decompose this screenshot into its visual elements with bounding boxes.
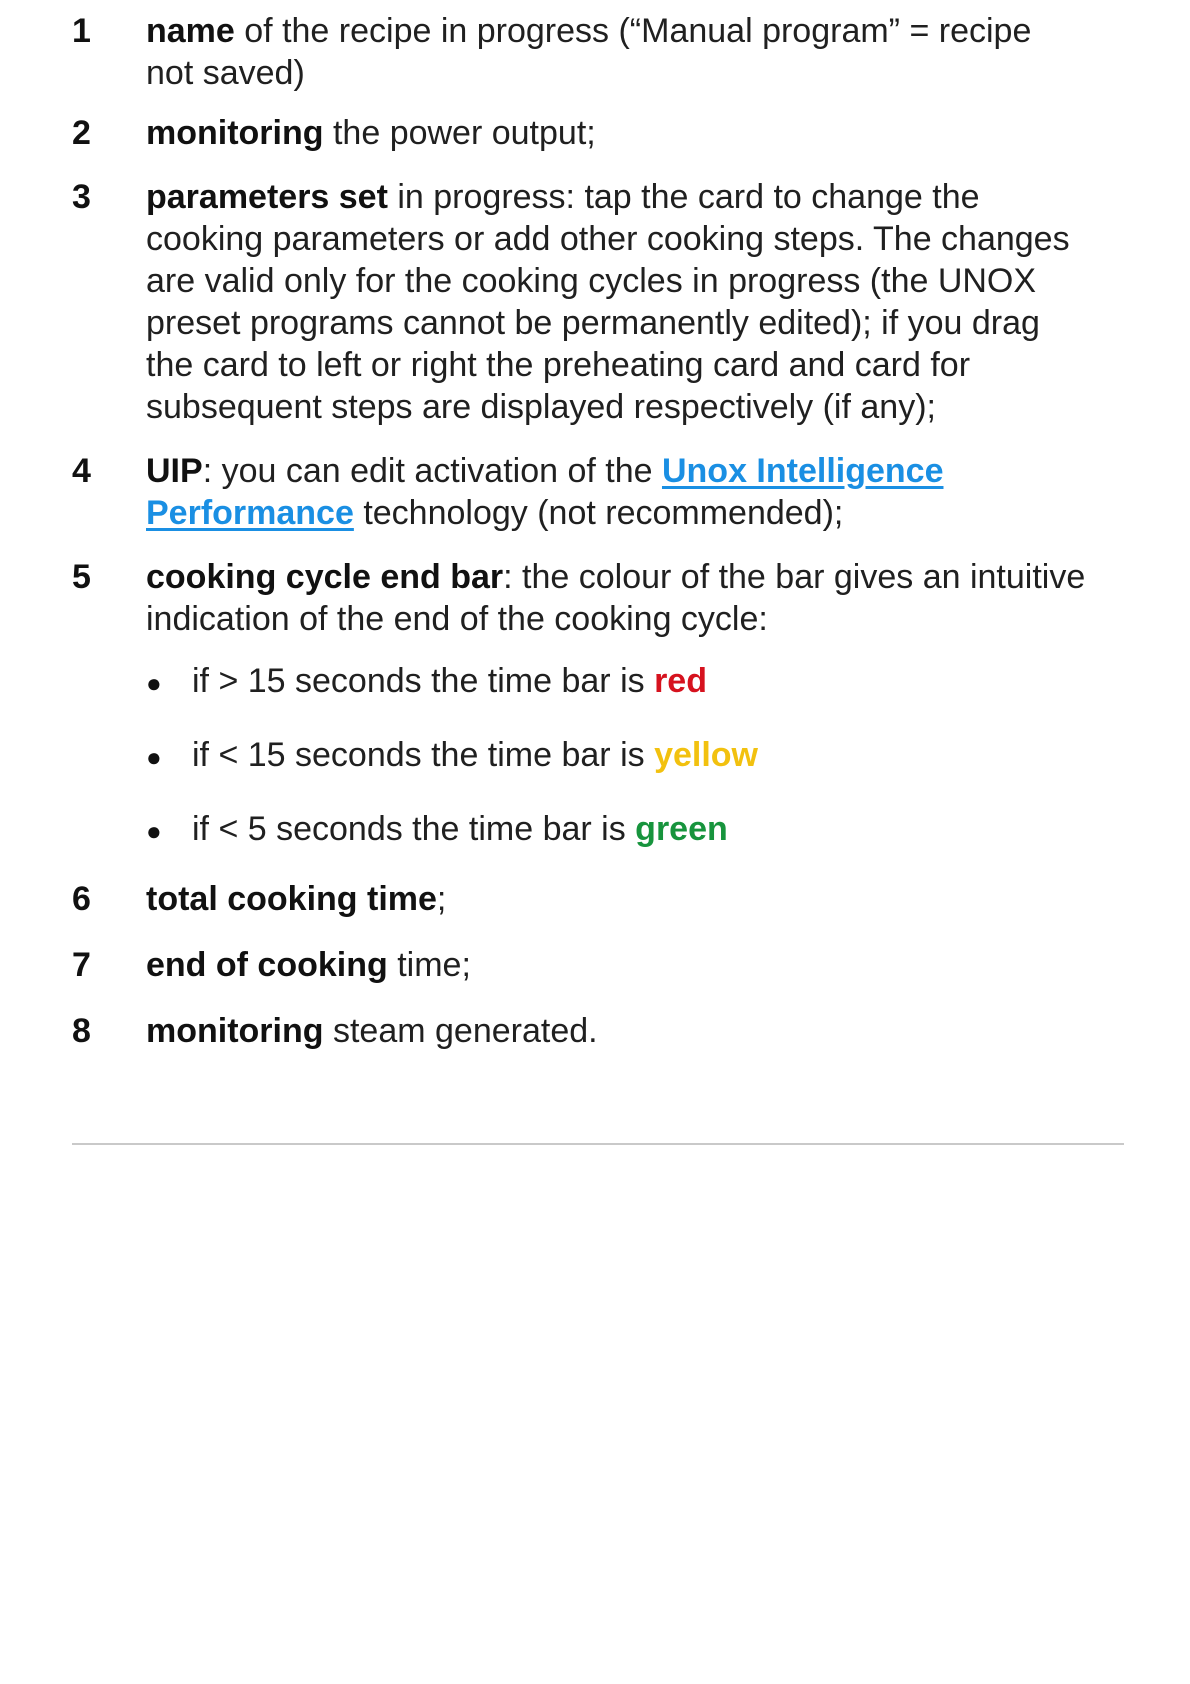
divider-line (72, 1143, 1124, 1145)
item-text (146, 10, 1132, 94)
item-term: cooking cycle end bar (146, 558, 504, 596)
item-text (146, 1010, 1132, 1052)
item-number: 7 (72, 946, 91, 984)
bullet-text (192, 808, 728, 850)
item-term: monitoring (146, 1012, 324, 1050)
item-description: : the colour of the bar gives an intuitive indication of the end of the cooking cycle: (146, 558, 1086, 638)
item-text (146, 176, 1132, 428)
item-description: of the recipe in progress (“Manual program” = recipe not saved) (146, 12, 1032, 92)
item-term: name (146, 12, 235, 50)
color-word-red: red (654, 662, 707, 700)
item-description: the power output; (323, 114, 596, 152)
item-number: 1 (72, 12, 91, 50)
bullet-text (192, 660, 707, 702)
bullet-dot-icon: ● (146, 742, 162, 772)
item-number: 8 (72, 1012, 91, 1050)
legend-item-3 (72, 176, 1132, 428)
item-term: UIP (146, 452, 203, 490)
time-bar-colour-list (72, 660, 1132, 854)
bullet-red (146, 660, 1132, 706)
bullet-dot-icon: ● (146, 668, 162, 698)
item-text (146, 944, 1132, 986)
bullet-dot-icon: ● (146, 816, 162, 846)
bullet-prefix: if < 5 seconds the time bar is (192, 810, 636, 848)
legend-item-1 (72, 10, 1132, 94)
item-text (146, 112, 1132, 154)
bullet-prefix: if < 15 seconds the time bar is (192, 736, 655, 774)
item-description: steam generated. (323, 1012, 598, 1050)
item-text (146, 450, 1132, 534)
item-number: 5 (72, 558, 91, 596)
item-term: monitoring (146, 114, 324, 152)
item-description-end: technology (not recommended); (353, 494, 844, 532)
item-description: in progress: tap the card to change the cooking parameters or add other cooking steps. The changes are valid only for the cooking cycles in progress (the UNOX preset programs cannot be permanently edited); if you drag the card to left or right the preheating card and card for subsequent steps are displayed respectively (if any); (146, 178, 1070, 426)
bullet-yellow (146, 734, 1132, 780)
color-word-green: green (635, 810, 728, 848)
unox-intelligence-link[interactable]: Unox Intelligence (661, 452, 944, 490)
item-term: total cooking time (146, 880, 437, 918)
item-number: 3 (72, 178, 91, 216)
item-text (146, 878, 1132, 920)
legend-item-8 (72, 1010, 1132, 1052)
color-word-yellow: yellow (654, 736, 759, 774)
legend-item-5 (72, 556, 1132, 640)
bullet-prefix: if > 15 seconds the time bar is (192, 662, 655, 700)
legend-item-6 (72, 878, 1132, 920)
bullet-green (146, 808, 1132, 854)
item-description: ; (436, 880, 447, 918)
item-term: end of cooking (146, 946, 388, 984)
item-description: : you can edit activation of the (202, 452, 662, 490)
bullet-text (192, 734, 758, 776)
numbered-legend (72, 10, 1132, 1052)
legend-item-2 (72, 112, 1132, 154)
item-description: time; (387, 946, 471, 984)
item-term: parameters set (146, 178, 388, 216)
item-number: 4 (72, 452, 91, 490)
item-number: 6 (72, 880, 91, 918)
performance-link[interactable]: Performance (146, 494, 354, 532)
legend-item-7 (72, 944, 1132, 986)
legend-item-4 (72, 450, 1132, 534)
item-text (146, 556, 1132, 640)
item-number: 2 (72, 114, 91, 152)
